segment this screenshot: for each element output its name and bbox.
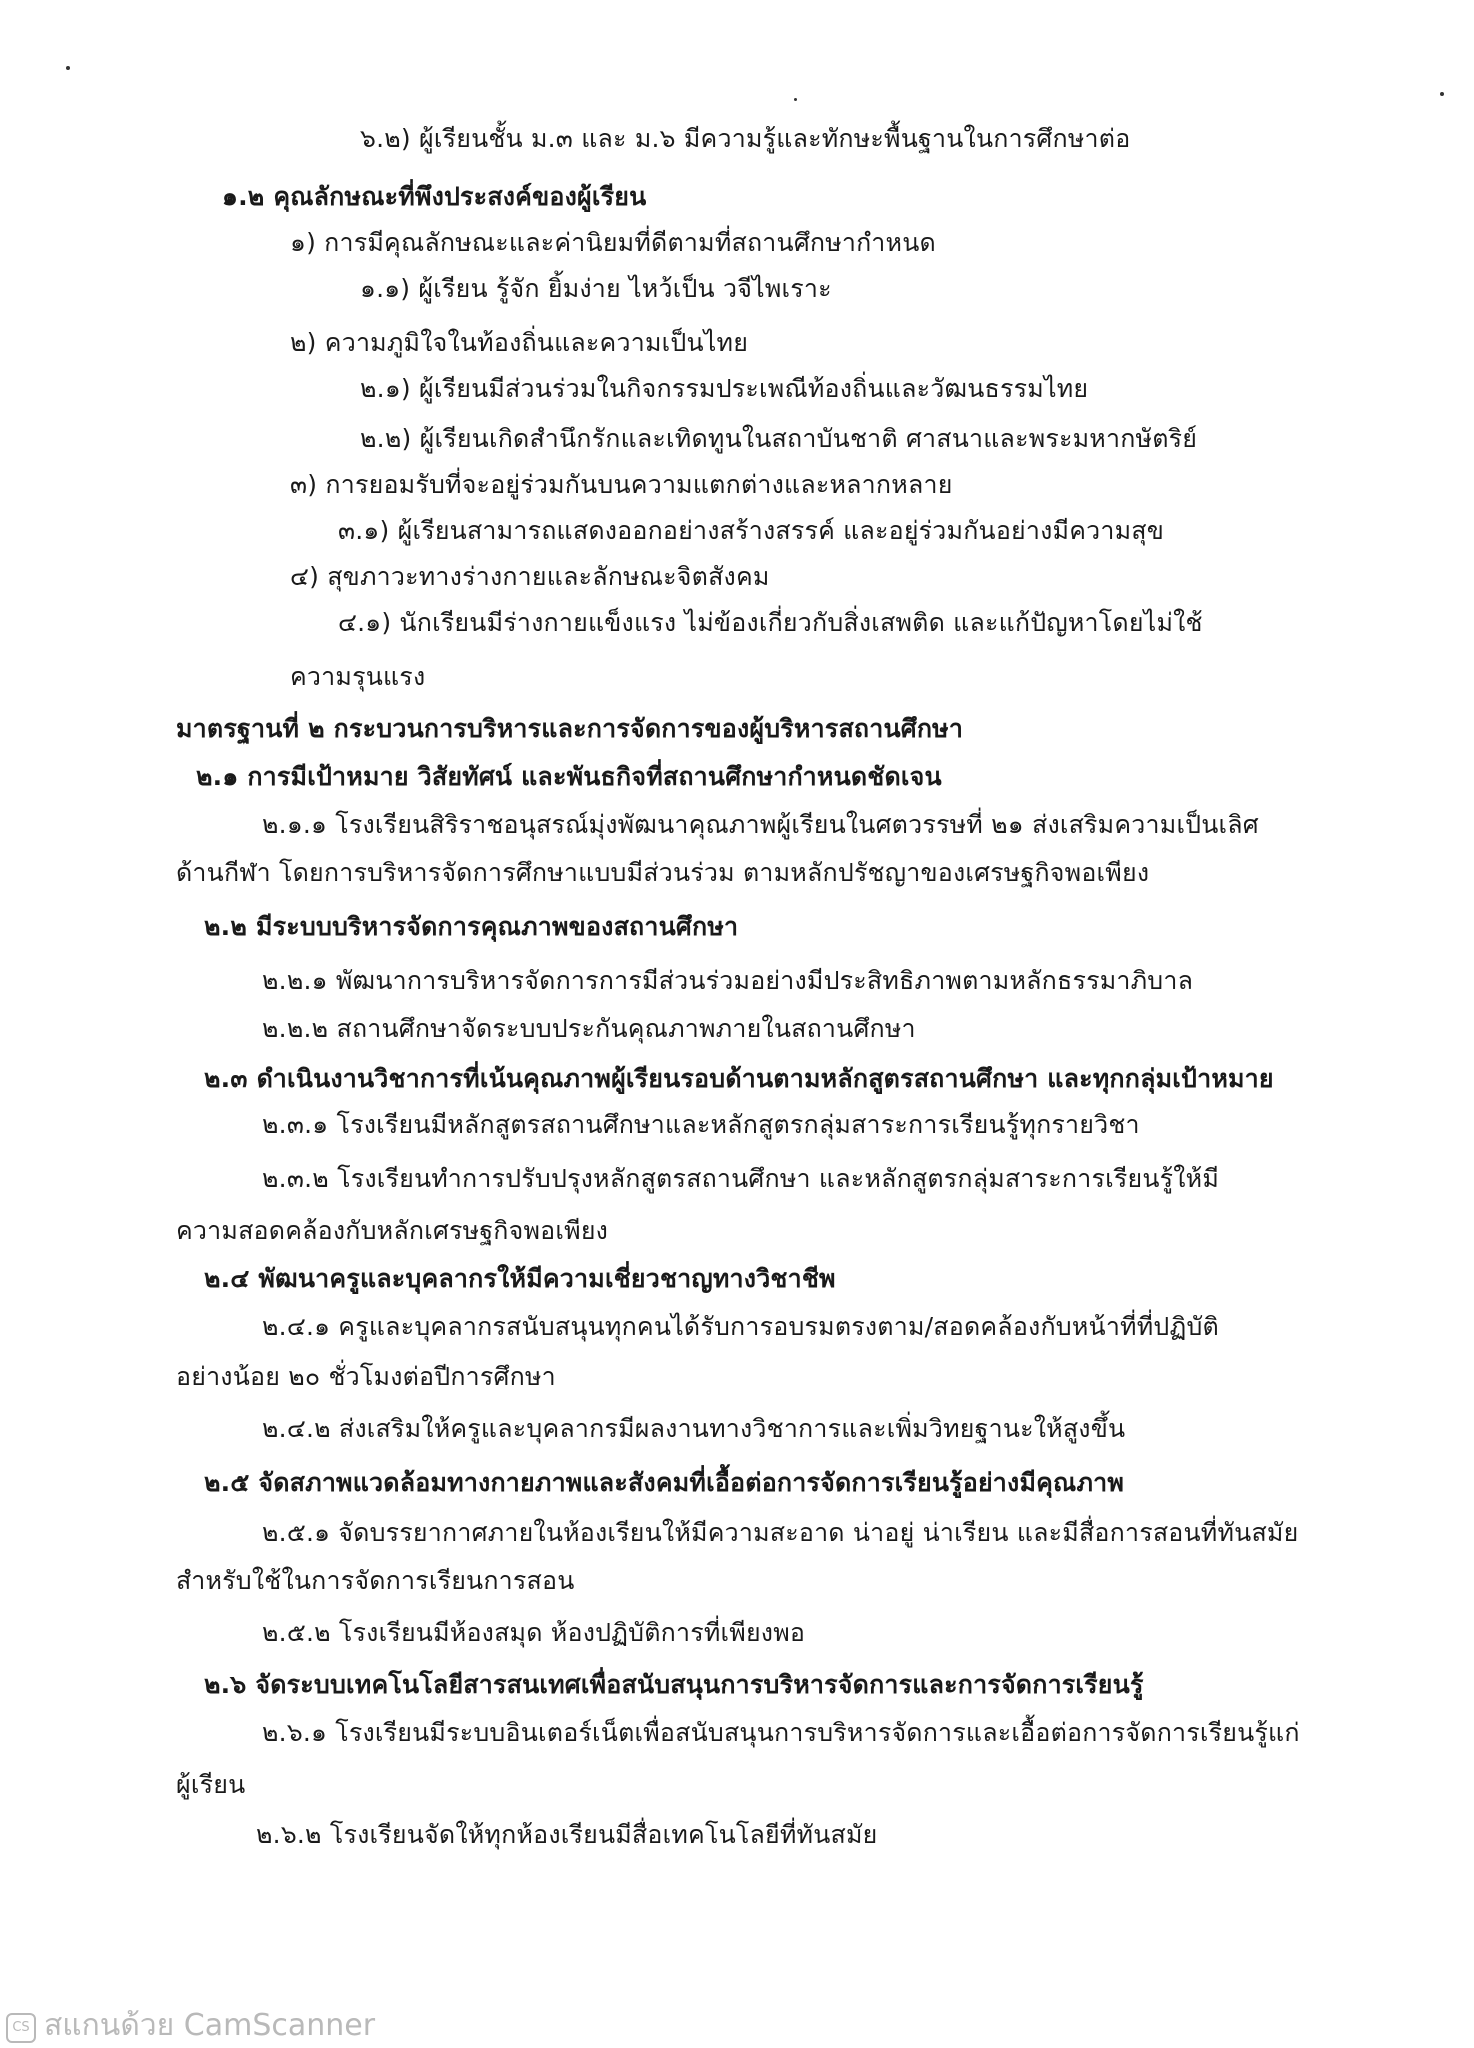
item-3-1: ๓.๑) ผู้เรียนสามารถแสดงออกอย่างสร้างสรรค์ และอยู่ร่วมกันอย่างมีความสุข xyxy=(338,516,1165,545)
camscanner-logo-icon: CS xyxy=(6,2013,36,2043)
heading-2-6: ๒.๖ จัดระบบเทคโนโลยีสารสนเทศเพื่อสนับสนุนการบริหารจัดการและการจัดการเรียนรู้ xyxy=(204,1670,1144,1699)
heading-2-1: ๒.๑ การมีเป้าหมาย วิสัยทัศน์ และพันธกิจที่สถานศึกษากำหนดชัดเจน xyxy=(196,762,942,791)
heading-2-3: ๒.๓ ดำเนินงานวิชาการที่เน้นคุณภาพผู้เรียนรอบด้านตามหลักสูตรสถานศึกษา และทุกกลุ่มเป้าหมาย xyxy=(204,1064,1274,1093)
item-2-2: ๒.๒) ผู้เรียนเกิดสำนึกรักและเทิดทูนในสถาบันชาติ ศาสนาและพระมหากษัตริย์ xyxy=(360,424,1198,453)
item-1: ๑) การมีคุณลักษณะและค่านิยมที่ดีตามที่สถานศึกษากำหนด xyxy=(290,228,936,257)
item-4: ๔) สุขภาวะทางร่างกายและลักษณะจิตสังคม xyxy=(290,562,770,591)
item-2-4-1-cont: อย่างน้อย ๒๐ ชั่วโมงต่อปีการศึกษา xyxy=(176,1362,556,1391)
scan-speck xyxy=(66,66,70,70)
heading-2-2: ๒.๒ มีระบบบริหารจัดการคุณภาพของสถานศึกษา xyxy=(204,912,739,941)
item-2-1-1-cont: ด้านกีฬา โดยการบริหารจัดการศึกษาแบบมีส่วนร่วม ตามหลักปรัชญาของเศรษฐกิจพอเพียง xyxy=(176,858,1150,887)
item-1-1: ๑.๑) ผู้เรียน รู้จัก ยิ้มง่าย ไหว้เป็น วจีไพเราะ xyxy=(360,274,832,303)
item-2-3-1: ๒.๓.๑ โรงเรียนมีหลักสูตรสถานศึกษาและหลักสูตรกลุ่มสาระการเรียนรู้ทุกรายวิชา xyxy=(262,1110,1140,1139)
heading-1-2: ๑.๒ คุณลักษณะที่พึงประสงค์ของผู้เรียน xyxy=(222,182,647,211)
item-6-2: ๖.๒) ผู้เรียนชั้น ม.๓ และ ม.๖ มีความรู้และทักษะพื้นฐานในการศึกษาต่อ xyxy=(360,124,1131,153)
item-2-5-1-cont: สำหรับใช้ในการจัดการเรียนการสอน xyxy=(176,1566,575,1595)
heading-2-5: ๒.๕ จัดสภาพแวดล้อมทางกายภาพและสังคมที่เอื้อต่อการจัดการเรียนรู้อย่างมีคุณภาพ xyxy=(204,1468,1125,1497)
item-2-3-2-cont: ความสอดคล้องกับหลักเศรษฐกิจพอเพียง xyxy=(176,1216,609,1245)
item-3: ๓) การยอมรับที่จะอยู่ร่วมกันบนความแตกต่างและหลากหลาย xyxy=(290,470,953,499)
item-4-1: ๔.๑) นักเรียนมีร่างกายแข็งแรง ไม่ข้องเกี่ยวกับสิ่งเสพติด และแก้ปัญหาโดยไม่ใช้ xyxy=(338,608,1203,637)
item-2-3-2: ๒.๓.๒ โรงเรียนทำการปรับปรุงหลักสูตรสถานศึกษา และหลักสูตรกลุ่มสาระการเรียนรู้ให้มี xyxy=(262,1164,1220,1193)
item-4-1-cont: ความรุนแรง xyxy=(290,662,426,691)
item-2-2-2: ๒.๒.๒ สถานศึกษาจัดระบบประกันคุณภาพภายในสถานศึกษา xyxy=(262,1014,916,1043)
item-2-6-1-cont: ผู้เรียน xyxy=(176,1770,246,1799)
item-2-5-1: ๒.๕.๑ จัดบรรยากาศภายในห้องเรียนให้มีความสะอาด น่าอยู่ น่าเรียน และมีสื่อการสอนที่ทันสมัย xyxy=(262,1518,1299,1547)
item-2-6-1: ๒.๖.๑ โรงเรียนมีระบบอินเตอร์เน็ตเพื่อสนับสนุนการบริหารจัดการและเอื้อต่อการจัดการเรียนรู้แก่ xyxy=(262,1718,1300,1747)
heading-2-4: ๒.๔ พัฒนาครูและบุคลากรให้มีความเชี่ยวชาญทางวิชาชีพ xyxy=(204,1264,836,1293)
item-2-6-2: ๒.๖.๒ โรงเรียนจัดให้ทุกห้องเรียนมีสื่อเทคโนโลยีที่ทันสมัย xyxy=(256,1820,878,1849)
item-2: ๒) ความภูมิใจในท้องถิ่นและความเป็นไทย xyxy=(290,328,749,357)
camscanner-watermark-text: สแกนด้วย CamScanner xyxy=(44,2008,376,2043)
item-2-2-1: ๒.๒.๑ พัฒนาการบริหารจัดการการมีส่วนร่วมอย่างมีประสิทธิภาพตามหลักธรรมาภิบาล xyxy=(262,966,1194,995)
item-2-1-1: ๒.๑.๑ โรงเรียนสิริราชอนุสรณ์มุ่งพัฒนาคุณภาพผู้เรียนในศตวรรษที่ ๒๑ ส่งเสริมความเป็นเลิศ xyxy=(262,810,1259,839)
camscanner-watermark xyxy=(0,2008,375,2044)
item-2-5-2: ๒.๕.๒ โรงเรียนมีห้องสมุด ห้องปฏิบัติการที่เพียงพอ xyxy=(262,1618,806,1647)
item-2-4-1: ๒.๔.๑ ครูและบุคลากรสนับสนุนทุกคนได้รับการอบรมตรงตาม/สอดคล้องกับหน้าที่ที่ปฏิบัติ xyxy=(262,1312,1219,1341)
item-2-1: ๒.๑) ผู้เรียนมีส่วนร่วมในกิจกรรมประเพณีท้องถิ่นและวัฒนธรรมไทย xyxy=(360,374,1089,403)
scan-speck xyxy=(794,98,797,101)
item-2-4-2: ๒.๔.๒ ส่งเสริมให้ครูและบุคลากรมีผลงานทางวิชาการและเพิ่มวิทยฐานะให้สูงขึ้น xyxy=(262,1414,1126,1443)
standard-2-heading: มาตรฐานที่ ๒ กระบวนการบริหารและการจัดการของผู้บริหารสถานศึกษา xyxy=(176,714,964,743)
scan-speck xyxy=(1440,92,1444,96)
